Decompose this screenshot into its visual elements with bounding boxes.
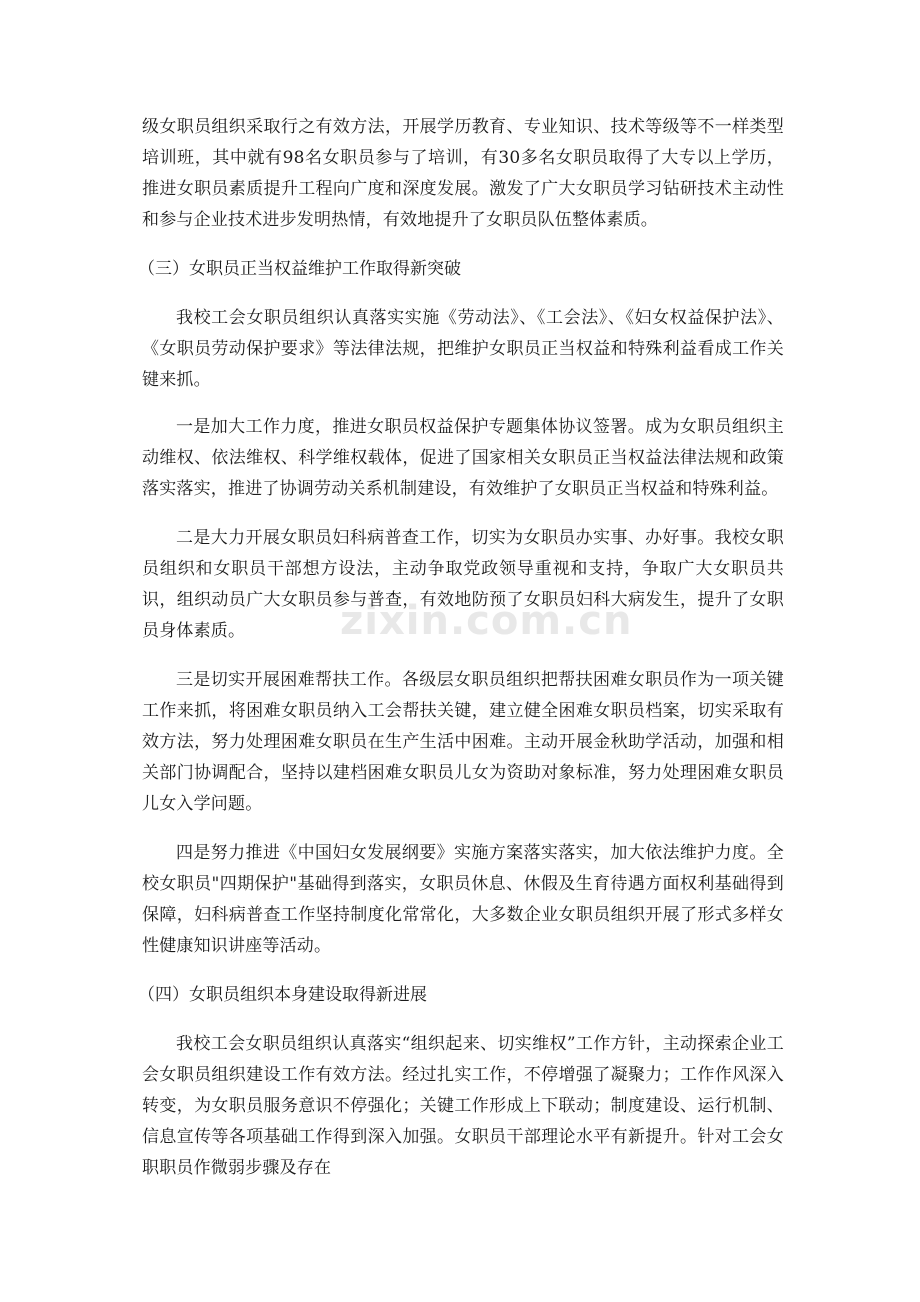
watermark: zixin.com.cn xyxy=(340,598,633,644)
document-body xyxy=(138,112,784,1184)
paragraph-point-3: 三是切实开展困难帮扶工作。各级层女职员组织把帮扶困难女职员作为一项关键工作来抓，将困难女职员纳入工会帮扶关键，建立健全困难女职员档案，切实采取有效方法，努力处理困难女职员在生产生活中困难。主动开展金秋助学活动，加强和相关部门协调配合，坚持以建档困难女职员儿女为资助对象标准，努力处理困难女职员儿女入学问题。 xyxy=(142,670,784,814)
paragraph-laws: 我校工会女职员组织认真落实实施《劳动法》、《工会法》、《妇女权益保护法》、《女职员劳动保护要求》等法律法规，把维护女职员正当权益和特殊利益看成工作关键来抓。 xyxy=(142,308,784,390)
paragraph-point-1: 一是加大工作力度，推进女职员权益保护专题集体协议签署。成为女职员组织主动维权、依法维权、科学维权载体，促进了国家相关女职员正当权益法律法规和政策落实落实，推进了协调劳动关系机制建设，有效维护了女职员正当权益和特殊利益。 xyxy=(142,417,784,499)
paragraph-point-4: 四是努力推进《中国妇女发展纲要》实施方案落实落实，加大依法维护力度。全校女职员"四期保护"基础得到落实，女职员休息、休假及生育待遇方面权利基础得到保障，妇科病普查工作坚持制度化常常化，大多数企业女职员组织开展了形式多样女性健康知识讲座等活动。 xyxy=(142,843,784,956)
section-heading-4: （四）女职员组织本身建设取得新进展 xyxy=(138,985,427,1005)
section-heading-3: （三）女职员正当权益维护工作取得新突破 xyxy=(138,259,461,279)
paragraph-organization: 我校工会女职员组织认真落实“组织起来、切实维权”工作方针，主动探索企业工会女职员组织建设工作有效方法。经过扎实工作，不停增强了凝聚力；工作作风深入转变，为女职员服务意识不停强化；关键工作形成上下联动；制度建设、运行机制、信息宣传等各项基础工作得到深入加强。女职员干部理论水平有新提升。针对工会女职职员作微弱步骤及存在 xyxy=(142,1034,784,1178)
paragraph-training: 级女职员组织采取行之有效方法，开展学历教育、专业知识、技术等级等不一样类型培训班，其中就有98名女职员参与了培训，有30多名女职员取得了大专以上学历，推进女职员素质提升工程向广度和深度发展。激发了广大女职员学习钻研技术主动性和参与企业技术进步发明热情，有效地提升了女职员队伍整体素质。 xyxy=(142,117,784,230)
paragraph-point-2: 二是大力开展女职员妇科病普查工作，切实为女职员办实事、办好事。我校女职员组织和女职员干部想方设法，主动争取党政领导重视和支持，争取广大女职员共识，组织动员广大女职员参与普查，有效地防预了女职员妇科大病发生，提升了女职员身体素质。 xyxy=(142,528,784,641)
